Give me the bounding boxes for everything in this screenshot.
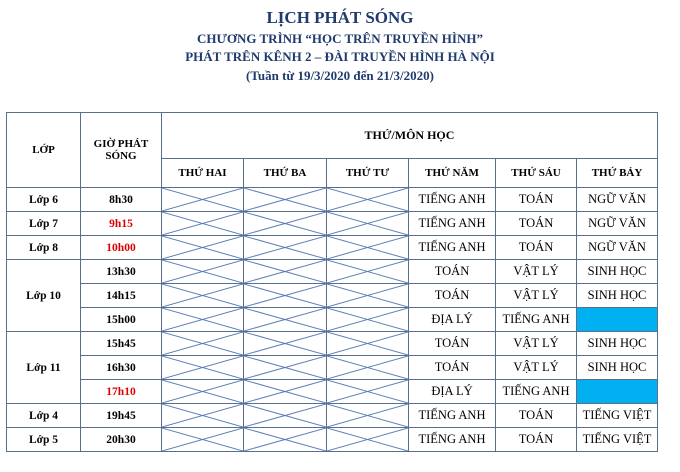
subject-thu-bay: TIẾNG VIỆT <box>577 404 658 428</box>
subject-thu-sau: VẬT LÝ <box>496 356 577 380</box>
subject-thu-nam: TIẾNG ANH <box>409 188 496 212</box>
header-lop: LỚP <box>7 113 81 188</box>
cross-mark-icon <box>162 332 243 355</box>
subject-thu-sau: TOÁN <box>496 236 577 260</box>
empty-cell-cross <box>162 236 244 260</box>
subject-thu-bay: NGỮ VĂN <box>577 188 658 212</box>
class-label: Lớp 8 <box>7 236 81 260</box>
empty-cell-cross <box>244 236 327 260</box>
channel-subtitle: PHÁT TRÊN KÊNH 2 – ĐÀI TRUYỀN HÌNH HÀ NỘI <box>185 49 495 64</box>
empty-cell-cross <box>327 380 409 404</box>
empty-cell-cross <box>327 332 409 356</box>
empty-cell-cross <box>244 284 327 308</box>
cross-mark-icon <box>327 308 408 331</box>
empty-cell-cross <box>327 284 409 308</box>
empty-cell-cross <box>244 212 327 236</box>
cross-mark-icon <box>162 404 243 427</box>
table-row <box>7 332 658 356</box>
class-label: Lớp 11 <box>7 332 81 404</box>
cross-mark-icon <box>327 356 408 379</box>
subject-thu-sau: VẬT LÝ <box>496 332 577 356</box>
cross-mark-icon <box>327 284 408 307</box>
cross-mark-icon <box>244 380 326 403</box>
empty-cell-cross <box>327 308 409 332</box>
empty-cell-cross <box>327 212 409 236</box>
empty-cell-cross <box>162 212 244 236</box>
empty-cell-cross <box>162 380 244 404</box>
cross-mark-icon <box>162 308 243 331</box>
table-row <box>7 284 658 308</box>
subject-thu-nam: ĐỊA LÝ <box>409 380 496 404</box>
subject-thu-sau: TIẾNG ANH <box>496 308 577 332</box>
empty-cell-cross <box>162 308 244 332</box>
time-cell: 9h15 <box>81 212 162 236</box>
time-cell: 15h45 <box>81 332 162 356</box>
empty-cell-cross <box>244 332 327 356</box>
empty-cell-cross <box>162 284 244 308</box>
empty-cell-cross <box>327 404 409 428</box>
empty-cell-cross <box>327 260 409 284</box>
table-row <box>7 236 658 260</box>
subject-thu-sau: VẬT LÝ <box>496 284 577 308</box>
cross-mark-icon <box>244 356 326 379</box>
cross-mark-icon <box>162 236 243 259</box>
program-subtitle: CHƯƠNG TRÌNH “HỌC TRÊN TRUYỀN HÌNH” <box>197 31 483 46</box>
empty-cell-cross <box>244 404 327 428</box>
cross-mark-icon <box>244 404 326 427</box>
cross-mark-icon <box>162 428 243 451</box>
cross-mark-icon <box>162 188 243 211</box>
header-thu-sau: THỨ SÁU <box>496 159 577 188</box>
cross-mark-icon <box>162 212 243 235</box>
empty-highlight-cell <box>577 380 658 404</box>
time-cell: 13h30 <box>81 260 162 284</box>
cross-mark-icon <box>244 188 326 211</box>
cross-mark-icon <box>244 260 326 283</box>
subject-thu-nam: TOÁN <box>409 260 496 284</box>
cross-mark-icon <box>327 380 408 403</box>
empty-cell-cross <box>244 188 327 212</box>
subject-thu-nam: TOÁN <box>409 356 496 380</box>
empty-cell-cross <box>244 308 327 332</box>
subject-thu-sau: TOÁN <box>496 404 577 428</box>
header-thu-ba: THỨ BA <box>244 159 327 188</box>
class-label: Lớp 4 <box>7 404 81 428</box>
class-label: Lớp 10 <box>7 260 81 332</box>
time-cell: 20h30 <box>81 428 162 452</box>
cross-mark-icon <box>244 284 326 307</box>
empty-highlight-cell <box>577 308 658 332</box>
subject-thu-bay: NGỮ VĂN <box>577 236 658 260</box>
subject-thu-bay: SINH HỌC <box>577 356 658 380</box>
time-cell: 16h30 <box>81 356 162 380</box>
empty-cell-cross <box>162 356 244 380</box>
empty-cell-cross <box>244 260 327 284</box>
empty-cell-cross <box>162 188 244 212</box>
time-cell: 10h00 <box>81 236 162 260</box>
table-row <box>7 380 658 404</box>
header-thu-mon-hoc: THỨ/MÔN HỌC <box>162 113 658 159</box>
subject-thu-sau: TOÁN <box>496 188 577 212</box>
time-cell: 14h15 <box>81 284 162 308</box>
cross-mark-icon <box>244 236 326 259</box>
empty-cell-cross <box>244 428 327 452</box>
cross-mark-icon <box>244 308 326 331</box>
table-row <box>7 188 658 212</box>
cross-mark-icon <box>327 428 408 451</box>
empty-cell-cross <box>327 356 409 380</box>
subject-thu-sau: TOÁN <box>496 212 577 236</box>
empty-cell-cross <box>327 428 409 452</box>
cross-mark-icon <box>244 332 326 355</box>
class-label: Lớp 5 <box>7 428 81 452</box>
cross-mark-icon <box>327 188 408 211</box>
cross-mark-icon <box>162 380 243 403</box>
cross-mark-icon <box>162 284 243 307</box>
subject-thu-bay: SINH HỌC <box>577 260 658 284</box>
cross-mark-icon <box>244 428 326 451</box>
subject-thu-nam: TOÁN <box>409 332 496 356</box>
cross-mark-icon <box>327 260 408 283</box>
table-row <box>7 212 658 236</box>
empty-cell-cross <box>162 332 244 356</box>
subject-thu-nam: TIẾNG ANH <box>409 428 496 452</box>
class-label: Lớp 6 <box>7 188 81 212</box>
schedule-table <box>6 112 658 452</box>
header-thu-nam: THỨ NĂM <box>409 159 496 188</box>
subject-thu-sau: TOÁN <box>496 428 577 452</box>
cross-mark-icon <box>327 212 408 235</box>
subject-thu-nam: ĐỊA LÝ <box>409 308 496 332</box>
subject-thu-nam: TIẾNG ANH <box>409 212 496 236</box>
empty-cell-cross <box>327 236 409 260</box>
header-thu-tu: THỨ TƯ <box>327 159 409 188</box>
header-thu-bay: THỨ BẢY <box>577 159 658 188</box>
subject-thu-bay: SINH HỌC <box>577 284 658 308</box>
subject-thu-sau: VẬT LÝ <box>496 260 577 284</box>
cross-mark-icon <box>327 236 408 259</box>
cross-mark-icon <box>244 212 326 235</box>
subject-thu-sau: TIẾNG ANH <box>496 380 577 404</box>
subject-thu-nam: TIẾNG ANH <box>409 404 496 428</box>
cross-mark-icon <box>162 356 243 379</box>
empty-cell-cross <box>244 380 327 404</box>
time-cell: 19h45 <box>81 404 162 428</box>
time-cell: 15h00 <box>81 308 162 332</box>
class-label: Lớp 7 <box>7 212 81 236</box>
subject-thu-bay: SINH HỌC <box>577 332 658 356</box>
table-row <box>7 308 658 332</box>
empty-cell-cross <box>244 356 327 380</box>
cross-mark-icon <box>162 260 243 283</box>
table-row <box>7 404 658 428</box>
header-thu-hai: THỨ HAI <box>162 159 244 188</box>
header-gio-phat-song: GIỜ PHÁT SÓNG <box>81 113 162 188</box>
subject-thu-nam: TOÁN <box>409 284 496 308</box>
cross-mark-icon <box>327 404 408 427</box>
subject-thu-bay: TIẾNG VIỆT <box>577 428 658 452</box>
time-cell: 8h30 <box>81 188 162 212</box>
time-cell: 17h10 <box>81 380 162 404</box>
empty-cell-cross <box>162 404 244 428</box>
table-row <box>7 356 658 380</box>
empty-cell-cross <box>327 188 409 212</box>
cross-mark-icon <box>327 332 408 355</box>
page-title: LỊCH PHÁT SÓNG <box>266 8 414 27</box>
empty-cell-cross <box>162 260 244 284</box>
empty-cell-cross <box>162 428 244 452</box>
subject-thu-nam: TIẾNG ANH <box>409 236 496 260</box>
week-range: (Tuần từ 19/3/2020 đến 21/3/2020) <box>246 68 434 83</box>
subject-thu-bay: NGỮ VĂN <box>577 212 658 236</box>
table-row <box>7 260 658 284</box>
table-row <box>7 428 658 452</box>
